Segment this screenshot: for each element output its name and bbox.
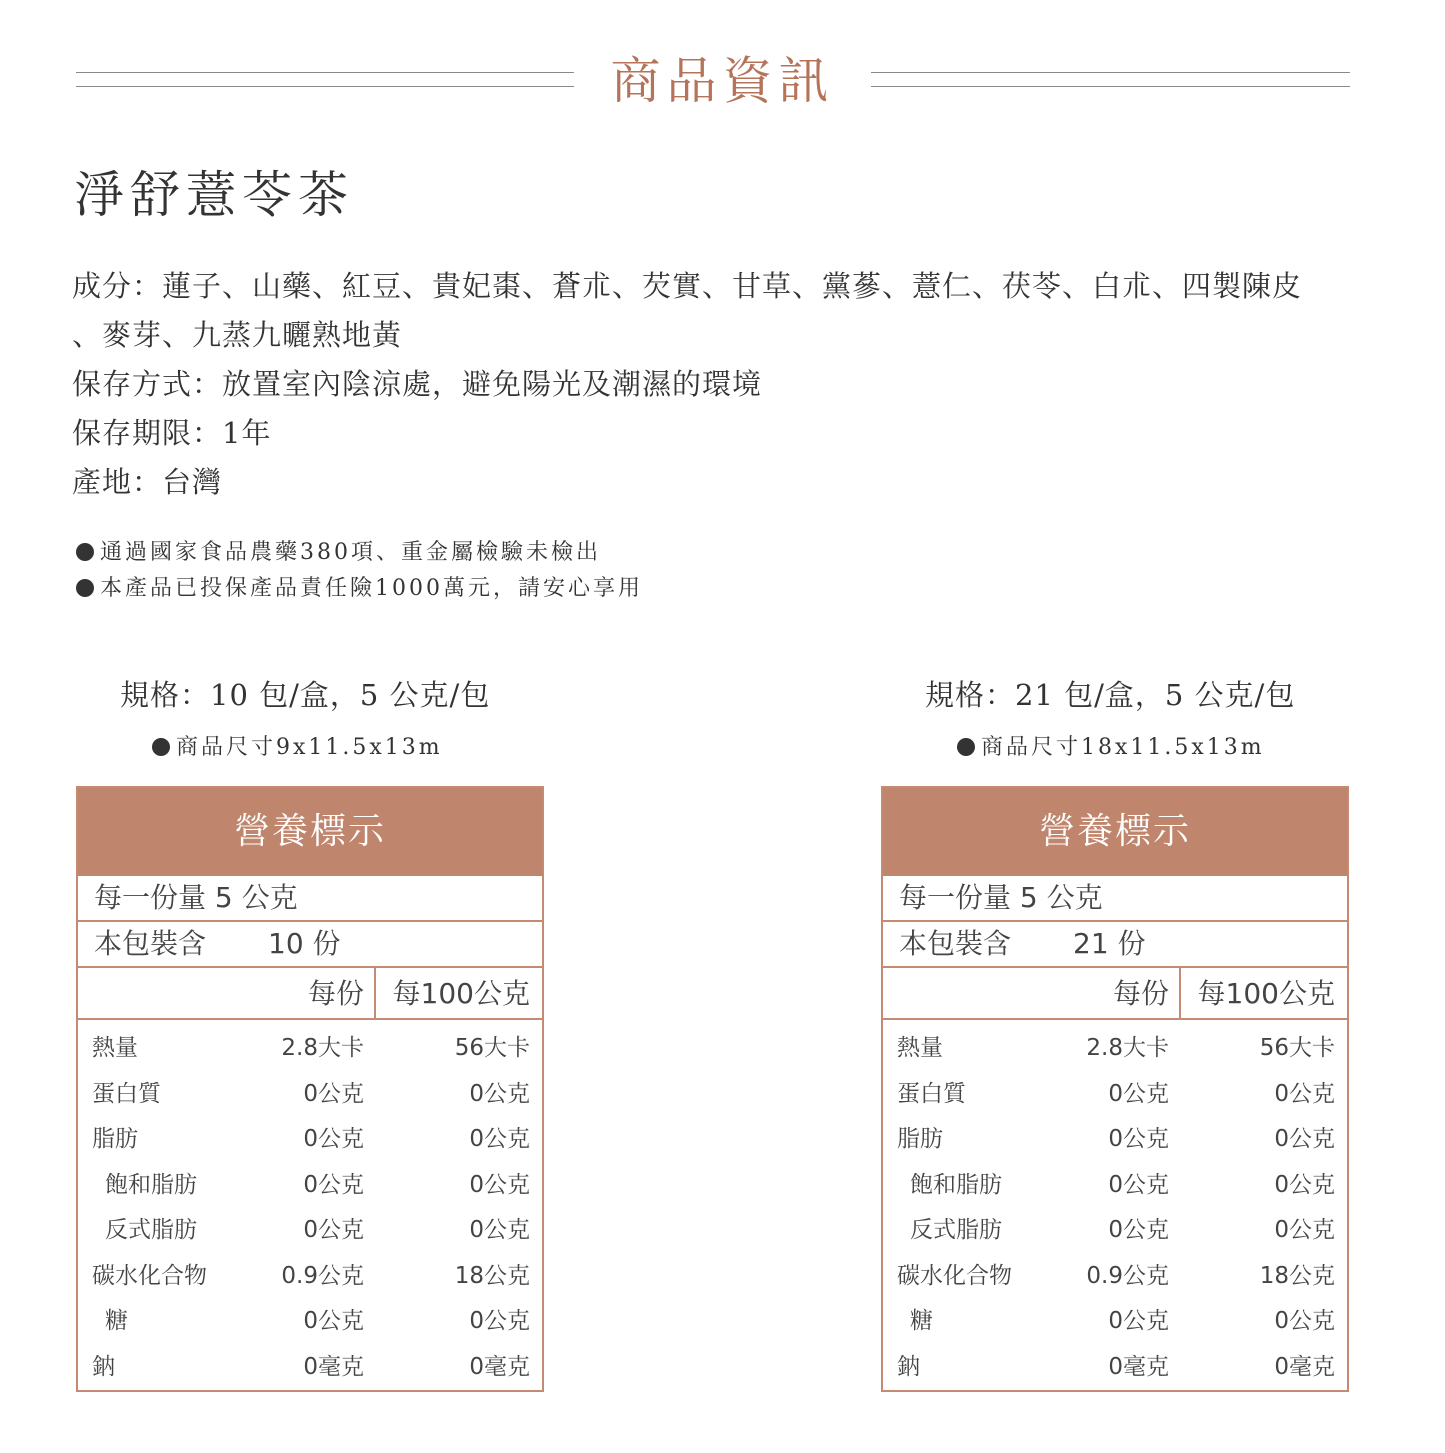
nutrition-column-header (883, 968, 1347, 1020)
section-title: 商品資訊 (610, 52, 835, 110)
bullet-icon (957, 738, 975, 756)
package-size: 商品尺寸9x11.5x13m (152, 733, 443, 763)
servings-label: 本包裝含 (94, 927, 207, 960)
table-row: 反式脂肪 0公克 0公克 (910, 1217, 1335, 1243)
servings-value: 10 份 (268, 927, 341, 960)
table-row: 蛋白質 0公克 0公克 (92, 1080, 530, 1107)
nutrition-rows (78, 1020, 542, 1392)
nutrition-title: 營養標示 (883, 788, 1347, 876)
product-info (72, 262, 1362, 507)
product-name: 淨舒薏苓茶 (74, 166, 354, 224)
serving-size: 每一份量 5 公克 (78, 876, 542, 922)
ingredients-continued: 、麥芽、九蒸九曬熟地黃 (72, 318, 403, 352)
servings-per-package (883, 922, 1347, 968)
nutrition-table (76, 786, 544, 1392)
table-row: 糖 0公克 0公克 (910, 1308, 1335, 1334)
column-divider (374, 968, 376, 1018)
column-divider (1179, 968, 1181, 1018)
storage-method: 保存方式：放置室內陰涼處，避免陽光及潮濕的環境 (72, 367, 763, 401)
servings-label: 本包裝含 (899, 927, 1012, 960)
note-item: 本產品已投保產品責任險1000萬元，請安心享用 (76, 571, 643, 607)
table-row: 飽和脂肪 0公克 0公克 (910, 1171, 1335, 1198)
table-row: 飽和脂肪 0公克 0公克 (105, 1171, 530, 1198)
nutrition-table (881, 786, 1349, 1392)
section-header (0, 50, 1445, 114)
table-row: 碳水化合物 0.9公克 18公克 (92, 1262, 530, 1289)
bullet-icon (76, 579, 94, 597)
package-spec: 規格：10 包/盒，5 公克/包 (120, 678, 491, 712)
table-row: 熱量 2.8大卡 56大卡 (897, 1035, 1335, 1061)
nutrition-title: 營養標示 (78, 788, 542, 876)
serving-size: 每一份量 5 公克 (883, 876, 1347, 922)
bullet-icon (76, 543, 94, 561)
bullet-icon (152, 738, 170, 756)
col-per-100g: 每100公克 (392, 977, 530, 1010)
header-rule-right (871, 72, 1350, 87)
nutrition-column-header (78, 968, 542, 1020)
col-per-serving: 每份 (307, 977, 364, 1010)
notes-list (76, 535, 643, 607)
shelf-life: 保存期限：1年 (72, 416, 272, 450)
nutrition-rows (883, 1020, 1347, 1392)
header-rule-left (76, 72, 574, 87)
table-row: 碳水化合物 0.9公克 18公克 (897, 1262, 1335, 1289)
col-per-100g: 每100公克 (1197, 977, 1335, 1010)
table-row: 糖 0公克 0公克 (105, 1308, 530, 1334)
ingredients: 成分：蓮子、山藥、紅豆、貴妃棗、蒼朮、芡實、甘草、黨蔘、薏仁、茯苓、白朮、四製陳皮 (72, 269, 1303, 303)
table-row: 蛋白質 0公克 0公克 (897, 1080, 1335, 1107)
package-spec: 規格：21 包/盒，5 公克/包 (925, 678, 1296, 712)
table-row: 脂肪 0公克 0公克 (897, 1126, 1335, 1152)
servings-per-package (78, 922, 542, 968)
table-row: 鈉 0毫克 0毫克 (92, 1353, 530, 1380)
table-row: 熱量 2.8大卡 56大卡 (92, 1035, 530, 1061)
origin: 產地：台灣 (72, 465, 223, 499)
col-per-serving: 每份 (1112, 977, 1169, 1010)
table-row: 反式脂肪 0公克 0公克 (105, 1217, 530, 1243)
package-size: 商品尺寸18x11.5x13m (957, 733, 1265, 763)
table-row: 鈉 0毫克 0毫克 (897, 1353, 1335, 1380)
note-item: 通過國家食品農藥380項、重金屬檢驗未檢出 (76, 535, 643, 571)
table-row: 脂肪 0公克 0公克 (92, 1126, 530, 1152)
servings-value: 21 份 (1073, 927, 1146, 960)
